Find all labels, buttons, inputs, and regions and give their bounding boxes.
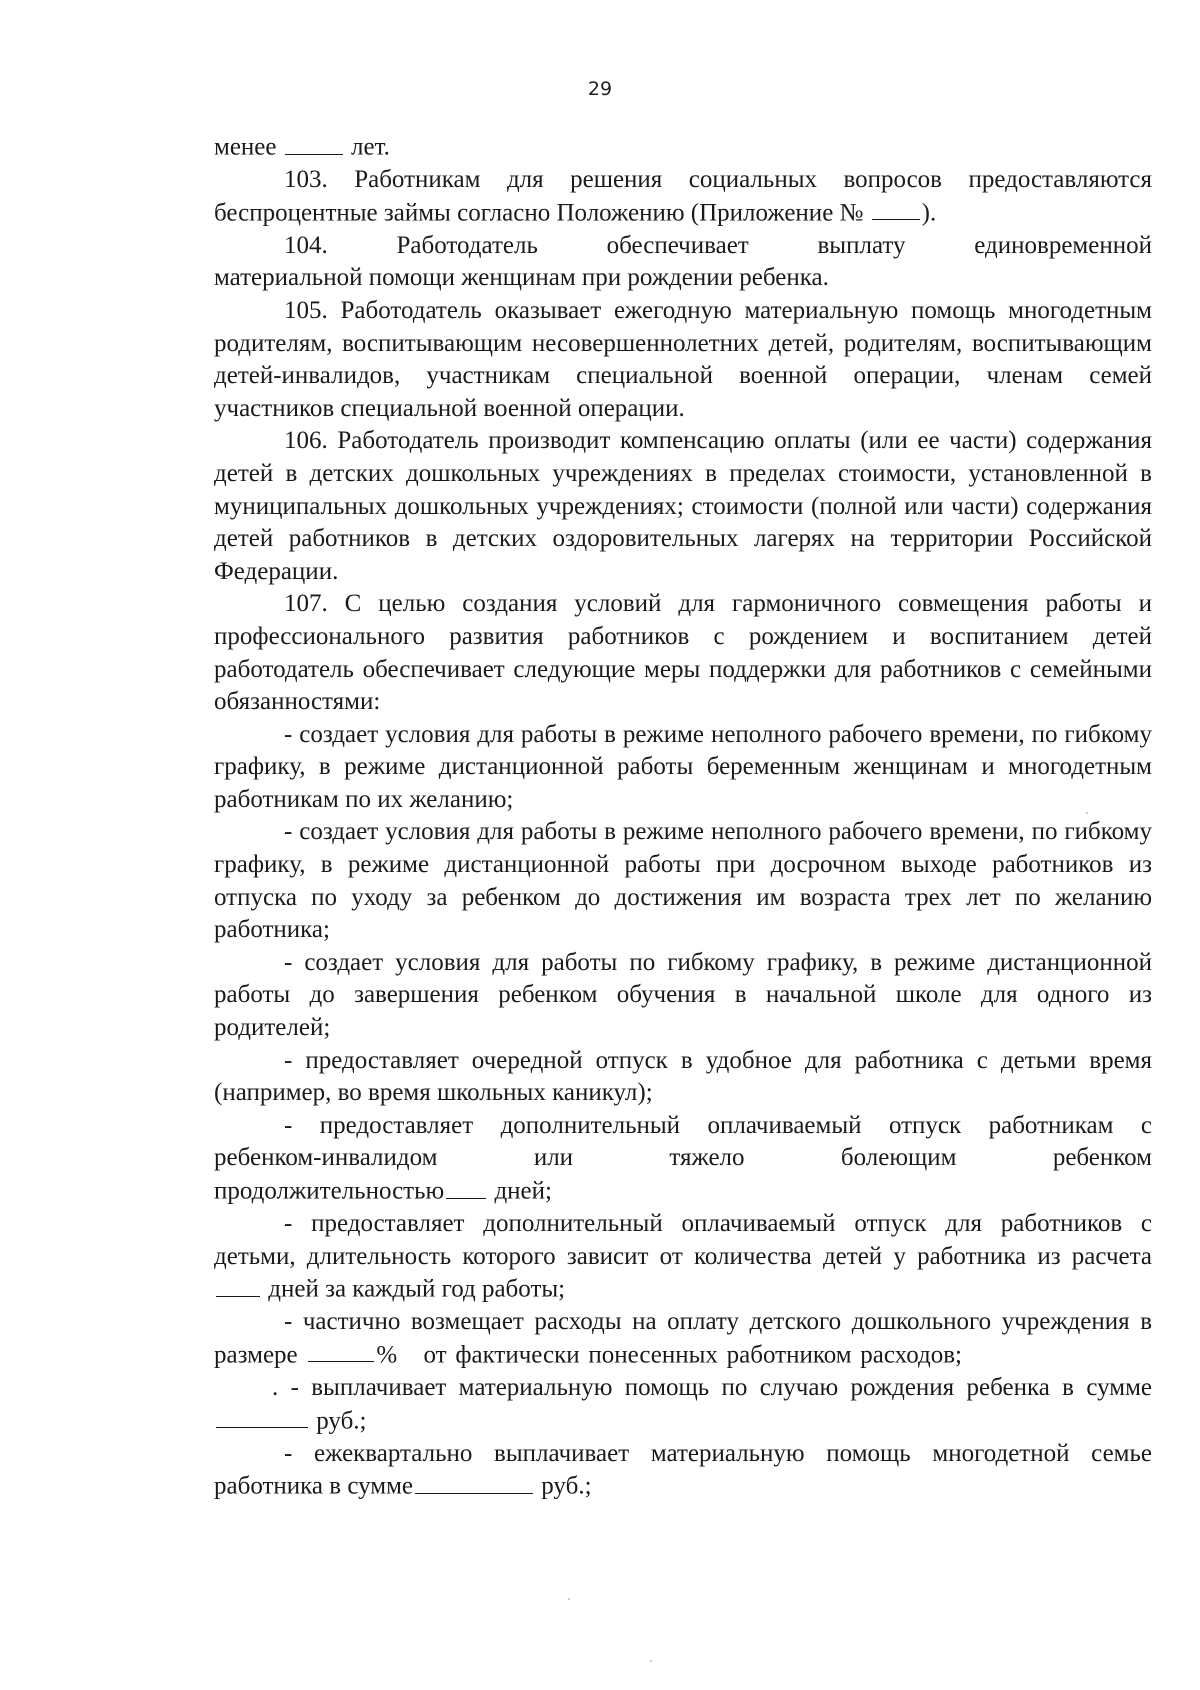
list-item-line: - предоставляет дополнительный оплачиваемый отпуск работникам с xyxy=(284,1111,1152,1139)
scan-speck xyxy=(568,1598,570,1600)
list-item-line xyxy=(214,1142,1152,1175)
paragraph-106: 106. Работодатель производит компенсацию оплаты (или ее части) содержания детей в детских дошкольных учреждениях в пределах стоимости, установленной в муниципальных дошкольных учреждениях; стоимости (полной или части) содержания детей работников в детских оздоровительных лагерях на территории Российской Федерации. xyxy=(214,427,1152,585)
paragraph-107: 107. С целью создания условий для гармоничного совмещения работы и профессионального развития работников с рождением и воспитанием детей работодатель обеспечивает следующие меры поддержки для работников с семейными обязанностями: xyxy=(214,590,1152,716)
paragraph-103 xyxy=(214,164,1152,230)
list-item xyxy=(214,1438,1152,1504)
text-fragment: руб.; xyxy=(541,1472,592,1500)
text-fragment: дней; xyxy=(494,1177,552,1205)
text-fragment: выплату xyxy=(817,231,906,259)
text-fragment: болеющим xyxy=(840,1144,957,1172)
text-fragment: тяжело xyxy=(669,1144,745,1172)
text-fragment: менее xyxy=(214,133,277,161)
text-fragment: единовременной xyxy=(974,231,1152,259)
text-fragment: руб.; xyxy=(316,1407,367,1435)
text-fragment: - частично возмещает расходы на оплату детского дошкольного учреждения в размере xyxy=(214,1308,1152,1369)
text-fragment: 103. Работникам для решения социальных вопросов предоставляются беспроцентные займы согласно Положению (Приложение № xyxy=(214,166,1152,227)
scan-speck xyxy=(650,1660,652,1662)
text-fragment: от фактически понесенных работником расходов; xyxy=(423,1341,962,1369)
text-fragment: 104. xyxy=(284,231,328,259)
paragraph-104-line-1 xyxy=(214,230,1152,263)
list-item xyxy=(214,1110,1152,1208)
list-item xyxy=(214,1372,1152,1438)
paragraph-104-line-2: материальной помощи женщинам при рождении ребенка. xyxy=(214,264,829,292)
text-fragment: ребенком-инвалидом xyxy=(214,1144,438,1172)
paragraph-105: 105. Работодатель оказывает ежегодную материальную помощь многодетным родителям, воспитывающим несовершеннолетних детей, родителям, воспитывающим детей-инвалидов, участникам специальной военной операции, членам семей участников специальной военной операции. xyxy=(214,296,1152,422)
list-item xyxy=(214,1306,1152,1372)
document-body xyxy=(214,131,1152,1503)
fill-blank xyxy=(872,197,920,221)
fill-blank xyxy=(415,1470,533,1494)
fill-blank xyxy=(446,1175,486,1199)
scan-speck xyxy=(1086,812,1088,814)
fill-blank xyxy=(216,1405,308,1429)
text-fragment: . - выплачивает материальную помощь по случаю рождения ребенка в сумме xyxy=(272,1374,1152,1402)
text-fragment: обеспечивает xyxy=(606,231,749,259)
list-item: - создает условия для работы в режиме неполного рабочего времени, по гибкому графику, в режиме дистанционной работы при досрочном выходе работников из отпуска по уходу за ребенком до достижения им возраста трех лет по желанию работника; xyxy=(214,818,1152,944)
text-fragment: - ежеквартально выплачивает материальную помощь многодетной семье работника в сумме xyxy=(214,1439,1152,1500)
text-fragment: Работодатель xyxy=(396,231,538,259)
text-fragment: ). xyxy=(921,199,937,227)
page-number: 29 xyxy=(587,78,613,100)
list-item xyxy=(214,1208,1152,1306)
list-item: - создает условия для работы в режиме неполного рабочего времени, по гибкому графику, в режиме дистанционной работы беременным женщинам и многодетным работникам по их желанию; xyxy=(214,720,1152,813)
list-item: - предоставляет очередной отпуск в удобное для работника с детьми время (например, во время школьных каникул); xyxy=(214,1046,1152,1107)
text-fragment: лет. xyxy=(351,133,390,161)
list-item-line xyxy=(214,1175,1152,1208)
text-fragment: дней за каждый год работы; xyxy=(268,1275,566,1303)
text-fragment: - предоставляет дополнительный оплачиваемый отпуск для работников с детьми, длительность которого зависит от количества детей у работника из расчета xyxy=(214,1210,1152,1270)
fill-blank xyxy=(308,1339,374,1363)
text-fragment: или xyxy=(533,1144,574,1172)
paragraph-continuation xyxy=(214,131,1152,164)
paragraph-104 xyxy=(214,230,1152,295)
fill-blank xyxy=(216,1273,260,1297)
text-fragment: продолжительностью xyxy=(214,1177,445,1205)
text-fragment: % xyxy=(376,1341,398,1369)
fill-blank xyxy=(285,131,343,155)
list-item: - создает условия для работы по гибкому графику, в режиме дистанционной работы до завершения ребенком обучения в начальной школе для одного из родителей; xyxy=(214,948,1152,1042)
text-fragment: ребенком xyxy=(1052,1144,1152,1172)
